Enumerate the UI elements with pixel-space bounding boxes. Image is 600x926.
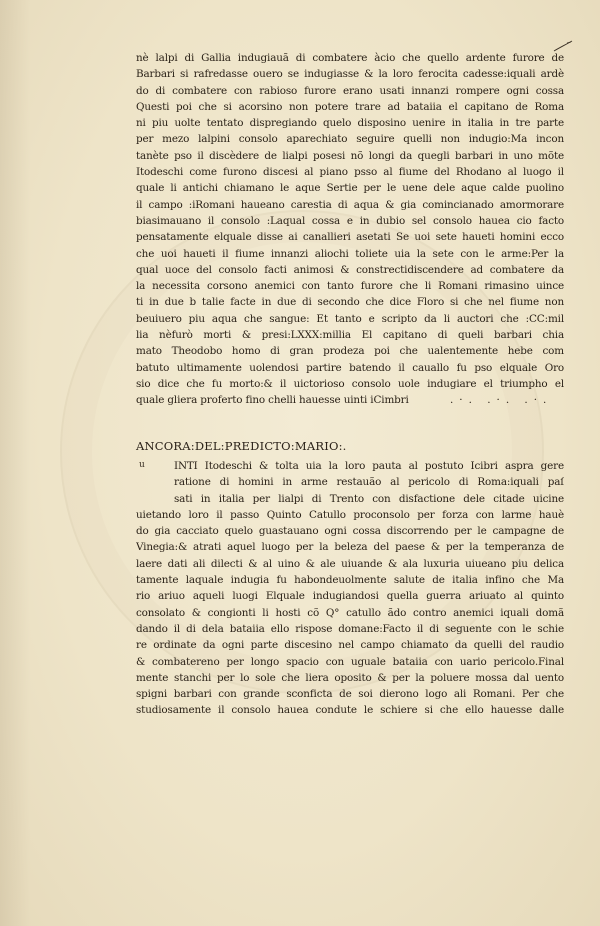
paragraph-2 [136,458,564,719]
text-line: batuto ultimamente uolendosi partire batendo il cauallo fu pso elquale Oro [136,361,564,374]
text-line: rio ariuo aqueli luogi Elquale indugiandosi quella guerra ariuato al quinto [136,590,564,603]
paragraph-end-marks: .·. .·. .·. [450,394,553,407]
text-line: quale li antichi chiamano le aque Sertie per le uene dele aque calde puolino [136,182,564,195]
text-line: do di combatere con rabioso furore erano usati innanzi rompere ogni cossa [136,84,564,97]
text-line: Vinegia:& atrati aquel luogo per la beleza del paese & per la temperanza de [136,541,564,554]
initial-guide-letter: u [139,460,145,470]
text-line: Itodeschi come furono discesi al piano psso al fiume del Rhodano al luogo il [136,166,564,179]
text-line: tamente laquale indugia fu habondeuolmente salute de italia infino che Ma [136,574,564,587]
text-line: tanète pso il discèdere de lialpi posesi nõ longi da quegli barbari in uno mõte [136,149,564,162]
text-line: INTI Itodeschi & tolta uia la loro pauta al postuto Icibri aspra gere [174,460,564,472]
text-line: Barbari si rafredasse ouero se indugiasse & la loro ferocita cadesse:iquali ardè [136,68,564,81]
text-line: qual uoce del consolo facti animosi & constrectidiscendere ad combatere da [136,263,564,276]
text-line: re ordinate da ogni parte discesino nel campo chiamato da quelli del raudio [136,639,564,652]
text-line: che uoi haueti il fiume innanzi aliochi toliete uia la sete con le arme:Per la [136,247,564,260]
text-line: sati in italia per lialpi di Trento con disfactione dele citade uicine [174,492,564,505]
text-line: per mezo lalpini consolo aparechiato seguire quelli non indugio:Ma incon [136,133,564,146]
text-line: consolato & congionti li hosti cõ Q° catullo ãdo contro anemici iquali domã [136,606,564,619]
text-line: & combatereno per longo spacio con uguale bataiia con uario pericolo.Final [136,655,564,668]
text-line: biasimauano il consolo :Laqual cossa e in dubio sel consolo hauea cio facto [136,214,564,227]
text-line: nè lalpi di Gallia indugiauã di combatere àcio che quello ardente furore de [136,52,564,64]
text-line: la necessita corsono anemici con tanto furore che li Romani rimasino uince [136,280,564,293]
paragraph-1 [136,50,564,409]
text-line: ratione di homini in arme restauão al pericolo di Roma:iquali paſ [174,476,564,489]
section-heading: ANCORA:DEL:PREDICTO:MARIO:. [136,439,347,453]
page-fold-shadow [0,0,30,926]
text-line: pensatamente elquale disse ai canallieri asetati Se uoi sete haueti homini ecco [136,231,564,244]
text-line: laere dati ali dilecti & al uino & ale uiuande & ala luxuria uiueano piu delica [136,557,564,570]
text-line: mato Theodobo homo di gran prodeza poi che ualentemente hebe com [136,345,564,358]
text-line: Questi poi che si acorsino non potere trare ad bataiia el capitano de Roma [136,100,564,113]
text-line: spigni barbari con grande sconficta de soi dierono logo ali Romani. Per che [136,688,564,701]
text-line: sio dice che fu morto:& il uictorioso consolo uole indugiare el triumpho el [136,377,564,390]
text-line: ni piu uolte tentato dispregiando quelo disposino uenire in italia in tre parte [136,117,564,130]
text-line: do gia cacciato quelo guastauano ogni cossa discorrendo per le campagne de [136,525,564,538]
text-line: mente stanchi per lo sole che liera oposito & per la poluere mossa dal uento [136,671,564,684]
text-line: quale gliera proferto fino chelli hauesse uinti iCimbri [136,394,409,407]
text-line: studiosamente il consolo hauea condute le schiere si che ello hauesse dalle [136,704,564,717]
text-line: beuiuero piu aqua che sangue: Et tanto e scripto da li auctori che :CC:mil [136,312,564,325]
text-line: ti in due b talie facte in due di secondo che dice Floro si che nel fiume non [136,296,564,309]
text-line: il campo :iRomani haueano carestia di aqua & gia comincianado amormorare [136,198,564,211]
text-line: lia nèfurò morti & presi:LXXX:millia El capitano di queli barbari chia [136,329,564,342]
text-line: uietando loro il passo Quinto Catullo proconsolo per forza con larme hauè [136,508,564,521]
text-line: dando il di dela bataiia ello rispose domane:Facto il di seguente con le schie [136,622,564,635]
